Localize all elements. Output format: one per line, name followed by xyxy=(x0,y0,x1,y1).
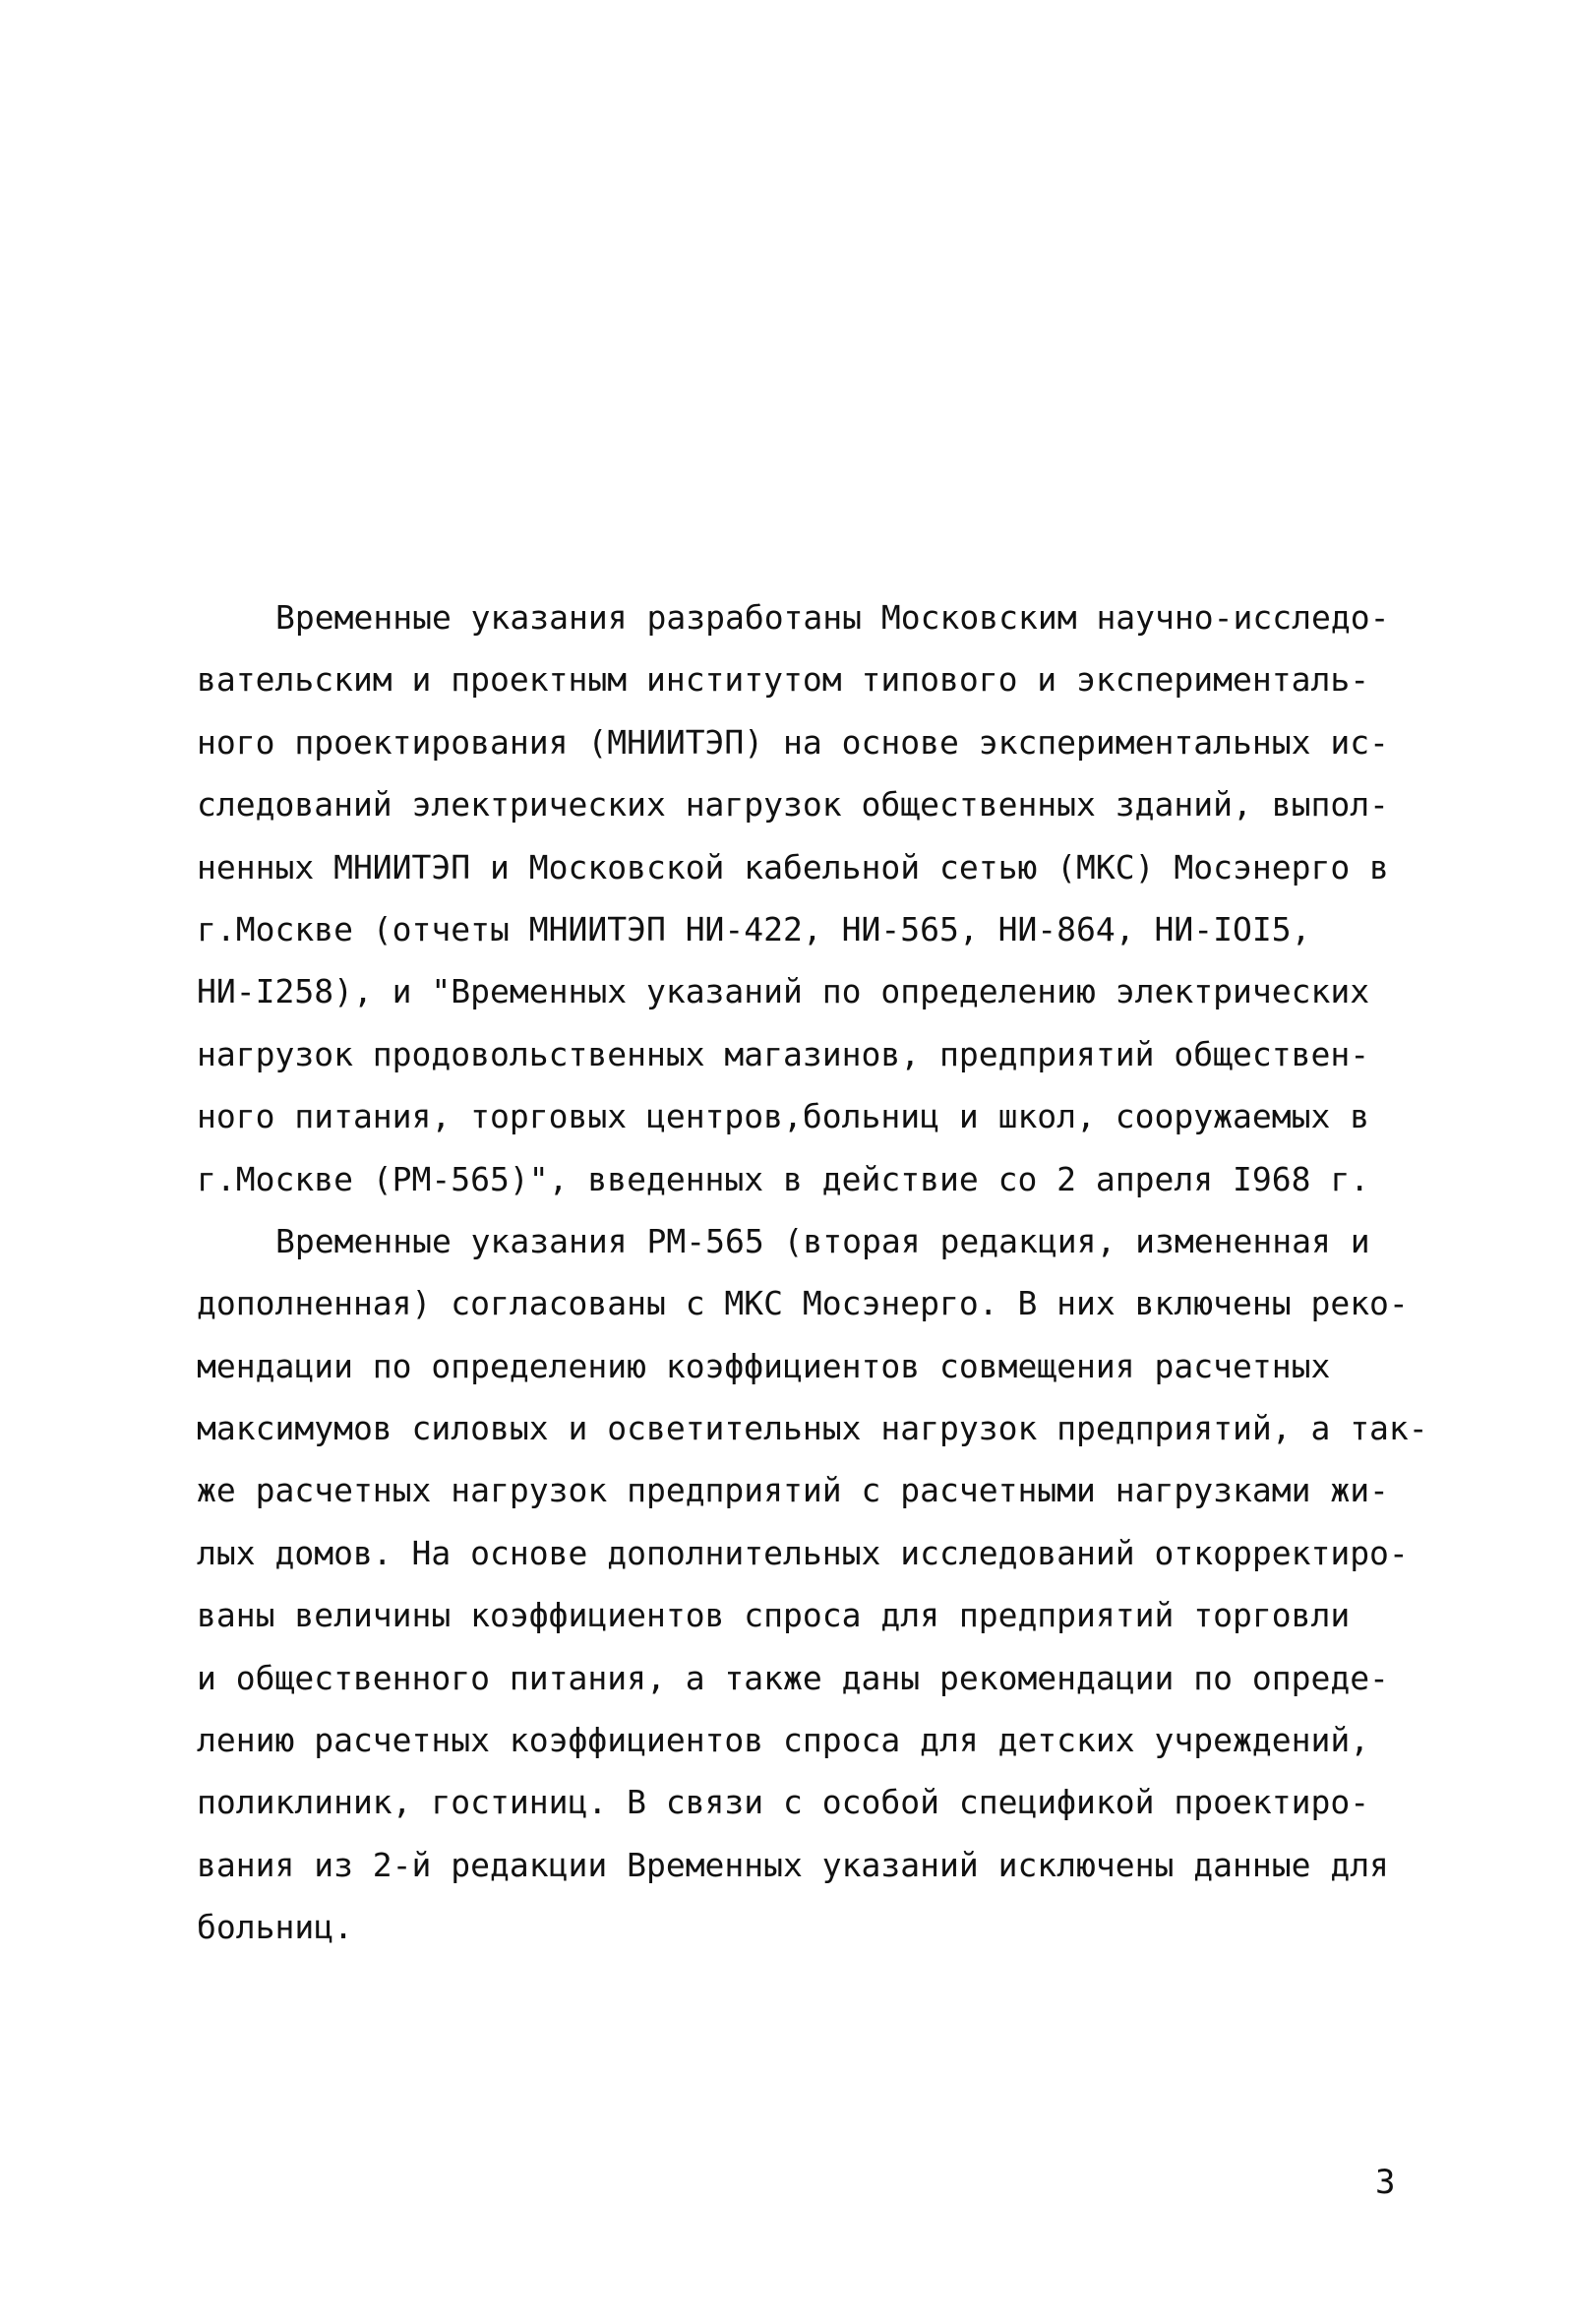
paragraph-2-line-3: мендации по определению коэффициентов совмещения расчетных xyxy=(197,1346,1331,1385)
page-number: 3 xyxy=(1375,2163,1396,2202)
paragraph-2-line-8: и общественного питания, а также даны рекомендации по опреде- xyxy=(197,1658,1389,1697)
paragraph-1-line-5: ненных МНИИТЭП и Московской кабельной сетью (МКС) Мосэнерго в xyxy=(197,847,1389,887)
paragraph-1-line-10: г.Москве (РМ-565)", введенных в действие со 2 апреля I968 г. xyxy=(197,1159,1370,1198)
paragraph-1-line-4: следований электрических нагрузок общественных зданий, выпол- xyxy=(197,785,1389,825)
paragraph-1-line-8: нагрузок продовольственных магазинов, предприятий обществен- xyxy=(197,1034,1370,1073)
paragraph-1-line-2: вательским и проектным институтом типового и эксперименталь- xyxy=(197,660,1370,700)
body-text xyxy=(197,586,1428,1959)
paragraph-2-line-1: Временные указания РМ-565 (вторая редакция, измененная и xyxy=(275,1221,1370,1260)
paragraph-2-line-2: дополненная) согласованы с МКС Мосэнерго. В них включены реко- xyxy=(197,1284,1409,1323)
paragraph-2-line-4: максимумов силовых и осветительных нагрузок предприятий, а так- xyxy=(197,1409,1428,1448)
paragraph-2-line-6: лых домов. На основе дополнительных исследований откорректиро- xyxy=(197,1533,1409,1572)
paragraph-1-line-6: г.Москве (отчеты МНИИТЭП НИ-422, НИ-565, НИ-864, НИ-IОI5, xyxy=(197,909,1311,948)
paragraph-2-line-10: поликлиник, гостиниц. В связи с особой спецификой проектиро- xyxy=(197,1783,1370,1822)
paragraph-1-line-1: Временные указания разработаны Московским научно-исследо- xyxy=(275,598,1390,637)
paragraph-2-line-9: лению расчетных коэффициентов спроса для детских учреждений, xyxy=(197,1721,1370,1760)
paragraph-1-line-9: ного питания, торговых центров,больниц и школ, сооружаемых в xyxy=(197,1097,1370,1136)
paragraph-2-line-7: ваны величины коэффициентов спроса для предприятий торговли xyxy=(197,1596,1351,1635)
paragraph-1-line-3: ного проектирования (МНИИТЭП) на основе экспериментальных ис- xyxy=(197,722,1389,762)
paragraph-2-line-11: вания из 2-й редакции Временных указаний исключены данные для xyxy=(197,1845,1389,1884)
paragraph-1-line-7: НИ-I258), и "Временных указаний по определению электрических xyxy=(197,972,1370,1011)
paragraph-2-line-5: же расчетных нагрузок предприятий с расчетными нагрузками жи- xyxy=(197,1471,1389,1510)
paragraph-2-line-12: больниц. xyxy=(197,1908,353,1947)
